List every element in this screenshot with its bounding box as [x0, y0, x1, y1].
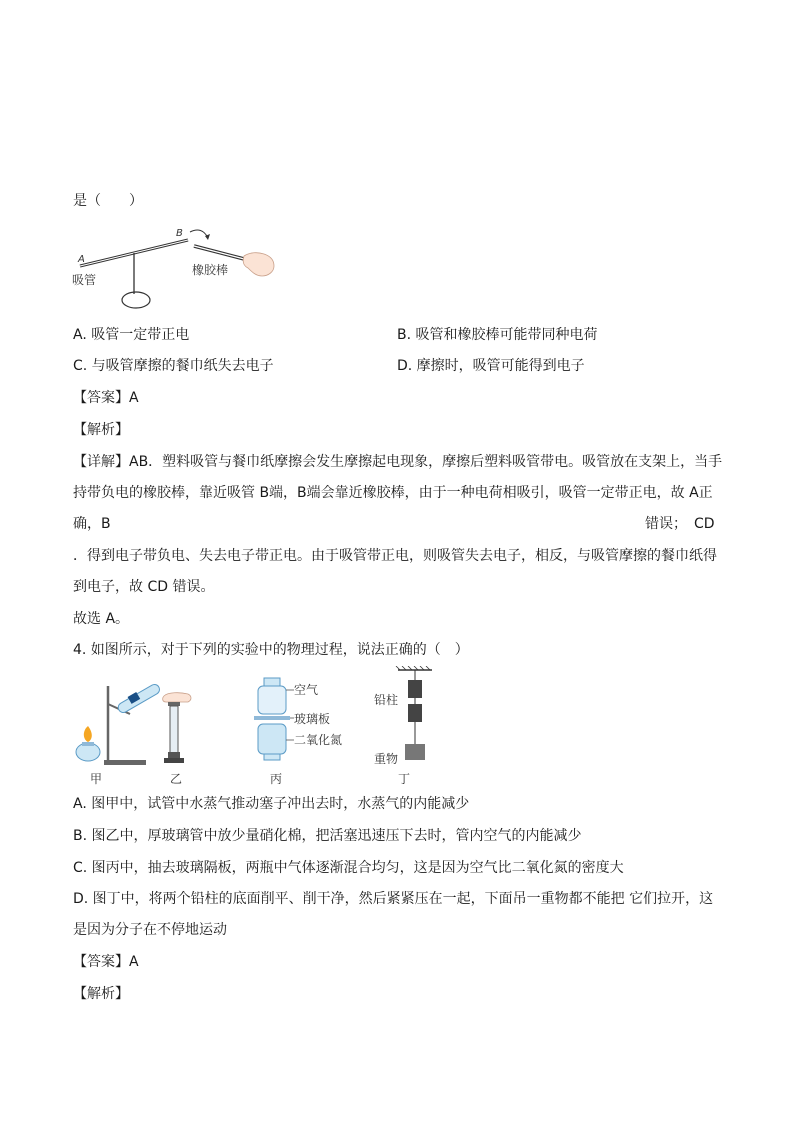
label-air: 空气	[294, 683, 319, 697]
q4-figure	[68, 666, 448, 790]
q4-answer: 【答案】A	[73, 954, 139, 970]
q3-answer: 【答案】A	[73, 390, 139, 406]
glass-tube	[170, 706, 178, 754]
q3-stem-tail: 是（ ）	[73, 193, 143, 209]
q4-stem: 4. 如图所示，对于下列的实验中的物理过程，说法正确的（ ）	[73, 642, 469, 658]
caption-ding: 丁	[398, 772, 411, 786]
q3-analysis-title: 【解析】	[73, 422, 129, 438]
q3-choice: 故选 A。	[73, 611, 130, 627]
q4-analysis-title: 【解析】	[73, 986, 129, 1002]
figure-jia	[76, 683, 161, 765]
q3-option-d: D. 摩擦时，吸管可能得到电子	[397, 358, 585, 374]
q3-detail-line1: 【详解】AB．塑料吸管与餐巾纸摩擦会发生摩擦起电现象，摩擦后塑料吸管带电。吸管放在支架上，当手	[73, 454, 723, 470]
figure-bing	[254, 678, 294, 760]
label-rod: 橡胶棒	[192, 263, 229, 277]
flame-icon	[84, 726, 92, 742]
q4-option-b: B. 图乙中，厚玻璃管中放少量硝化棉，把活塞迅速压下去时，管内空气的内能减少	[73, 828, 582, 844]
figure-yi	[163, 693, 191, 763]
q3-option-c: C. 与吸管摩擦的餐巾纸失去电子	[73, 358, 274, 374]
label-a: A	[78, 254, 85, 265]
lead-cylinder-bottom	[408, 704, 422, 722]
label-weight: 重物	[374, 752, 399, 766]
label-lead: 铅柱	[374, 693, 399, 707]
q4-option-d-line2: 是因为分子在不停地运动	[73, 922, 227, 938]
q3-detail-line3-left: 确，B	[73, 516, 111, 532]
hand-icon	[163, 693, 191, 702]
hand-icon	[243, 253, 274, 276]
label-glass: 玻璃板	[294, 712, 331, 726]
caption-jia: 甲	[90, 772, 103, 786]
label-b: B	[176, 228, 183, 239]
caption-bing: 丙	[270, 772, 283, 786]
q3-detail-line4: ．得到电子带负电、失去电子带正电。由于吸管带正电，则吸管失去电子，相反，与吸管摩擦的餐巾纸得	[73, 548, 717, 564]
q3-figure	[68, 222, 278, 314]
q4-option-d-line1: D. 图丁中，将两个铅柱的底面削平、削干净，然后紧紧压在一起，下面吊一重物都不能把 它们拉开，这	[73, 891, 714, 907]
stand-base	[122, 292, 150, 308]
bottle-air	[258, 686, 286, 714]
label-straw: 吸管	[72, 273, 97, 287]
q3-detail-line2: 持带负电的橡胶棒，靠近吸管 B端，B端会靠近橡胶棒，由于一种电荷相吸引，吸管一定带正电，故 A正	[73, 485, 713, 501]
label-no2: 二氧化氮	[294, 733, 343, 747]
q4-option-c: C. 图丙中，抽去玻璃隔板，两瓶中气体逐渐混合均匀，这是因为空气比二氧化氮的密度大	[73, 860, 624, 876]
glass-plate	[254, 716, 290, 720]
figure-ding	[396, 666, 432, 760]
q3-option-b: B. 吸管和橡胶棒可能带同种电荷	[397, 327, 598, 343]
q3-option-a: A. 吸管一定带正电	[73, 327, 190, 343]
lead-cylinder-top	[408, 680, 422, 698]
q4-option-a: A. 图甲中，试管中水蒸气推动塞子冲出去时，水蒸气的内能减少	[73, 796, 470, 812]
q3-detail-line5: 到电子，故 CD 错误。	[73, 579, 215, 595]
q3-detail-line3-right: 错误； CD	[645, 516, 715, 532]
bottle-no2	[258, 724, 286, 754]
weight	[405, 744, 425, 760]
arrow-icon	[190, 230, 208, 238]
caption-yi: 乙	[170, 772, 183, 786]
